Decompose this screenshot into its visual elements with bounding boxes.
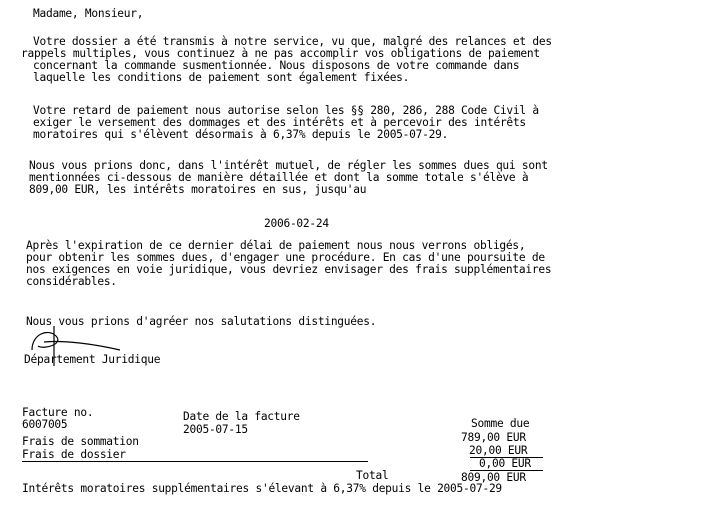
total-amount: 809,00 EUR xyxy=(461,471,526,484)
paragraph-line: concernant la commande susmentionnée. Nous disposons de votre commande dans xyxy=(33,59,520,72)
sum-rule xyxy=(470,457,543,458)
invoice-date-label: Date de la facture xyxy=(183,410,300,423)
total-label: Total xyxy=(356,469,389,482)
amount-due-header: Somme due xyxy=(471,417,530,430)
deadline-date: 2006-02-24 xyxy=(264,217,329,230)
paragraph-line: Après l'expiration de ce dernier délai de paiement nous nous verrons obligés, xyxy=(26,239,526,252)
department: Département Juridique xyxy=(24,353,161,366)
row-amount: 0,00 EUR xyxy=(479,457,531,470)
salutation: Madame, Monsieur, xyxy=(33,7,144,20)
paragraph-line: Votre retard de paiement nous autorise selon les §§ 280, 286, 288 Code Civil à xyxy=(33,104,539,117)
paragraph-line: pour obtenir les sommes dues, d'engager une procédure. En cas d'une poursuite de xyxy=(26,251,545,264)
paragraph-line: exiger le versement des dommages et des intérêts et à percevoir des intérêts xyxy=(33,116,526,129)
paragraph-line: mentionnées ci-dessous de manière détaillée et dont la somme totale s'élève à xyxy=(29,171,529,184)
paragraph-line: Nous vous prions donc, dans l'intérêt mutuel, de régler les sommes dues qui sont xyxy=(29,159,548,172)
row-amount: 20,00 EUR xyxy=(469,444,528,457)
invoice-no-value: 6007005 xyxy=(22,418,68,431)
paragraph-line: rappels multiples, vous continuez à ne pas accomplir vos obligations de paiement xyxy=(21,47,540,60)
paragraph-line: nos exigences en voie juridique, vous devriez envisager des frais supplémentaires xyxy=(26,263,552,276)
paragraph-line: 809,00 EUR, les intérêts moratoires en sus, jusqu'au xyxy=(29,183,367,196)
paragraph-line: Votre dossier a été transmis à notre service, vu que, malgré des relances et des xyxy=(33,35,552,48)
closing: Nous vous prions d'agréer nos salutations distinguées. xyxy=(26,315,377,328)
row-label: Frais de sommation xyxy=(22,435,139,448)
row-amount: 789,00 EUR xyxy=(461,431,526,444)
table-rule xyxy=(22,461,368,462)
paragraph-line: laquelle les conditions de paiement sont également fixées. xyxy=(33,71,410,84)
paragraph-line: considérables. xyxy=(26,275,117,288)
interest-note: Intérêts moratoires supplémentaires s'élevant à 6,37% depuis le 2005-07-29 xyxy=(22,482,502,495)
row-label: Frais de dossier xyxy=(22,448,126,461)
invoice-date-value: 2005-07-15 xyxy=(183,423,248,436)
invoice-no-label: Facture no. xyxy=(22,406,94,419)
paragraph-line: moratoires qui s'élèvent désormais à 6,37% depuis le 2005-07-29. xyxy=(33,128,449,141)
